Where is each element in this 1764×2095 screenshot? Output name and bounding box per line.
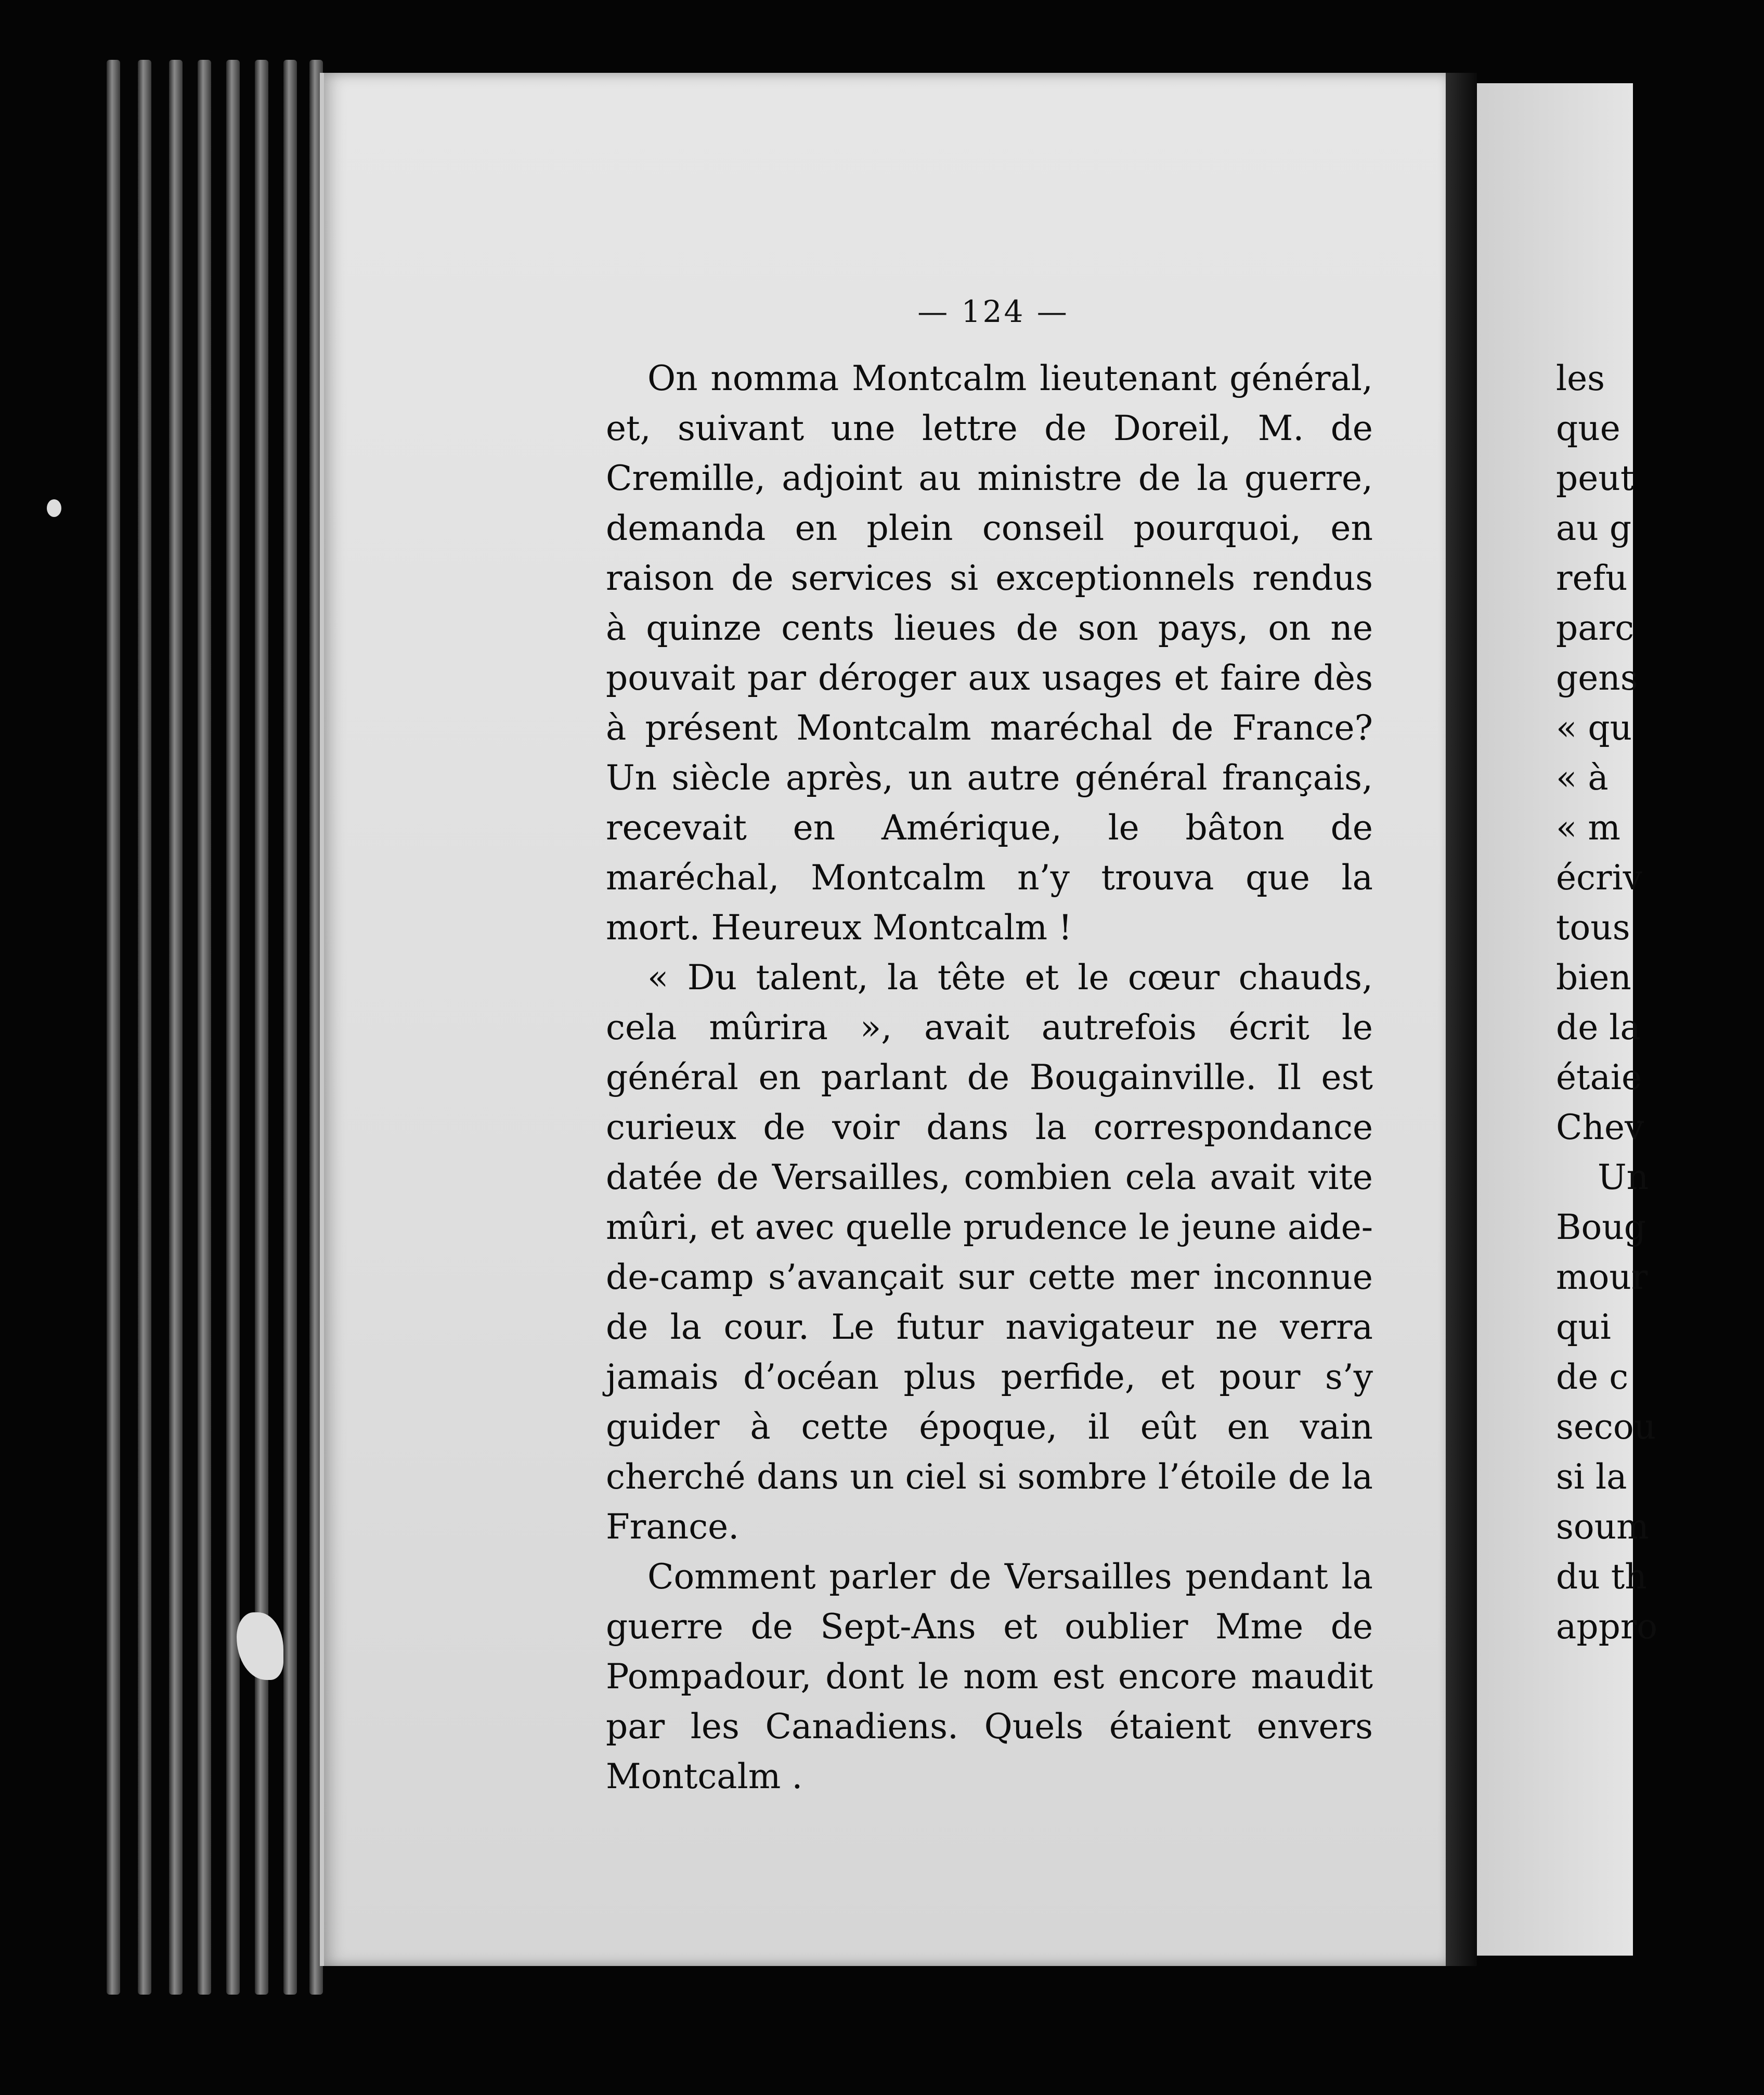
- right-line: appro: [1556, 1607, 1658, 1647]
- right-line: qui: [1556, 1307, 1611, 1347]
- right-line: de c: [1556, 1357, 1629, 1397]
- right-line: du th: [1556, 1557, 1647, 1597]
- right-line: « qu: [1556, 708, 1632, 748]
- right-line: si la: [1556, 1457, 1627, 1497]
- right-line: secou: [1556, 1407, 1656, 1447]
- right-line: de la: [1556, 1007, 1641, 1048]
- right-line: gens: [1556, 658, 1638, 698]
- right-line: que: [1556, 408, 1620, 448]
- right-line: au g: [1556, 508, 1632, 548]
- right-line: tous: [1556, 908, 1630, 948]
- right-line: mour: [1556, 1257, 1648, 1297]
- right-line: étaie: [1556, 1057, 1642, 1097]
- right-line: peut: [1556, 458, 1635, 498]
- paragraph: « Du talent, la tête et le cœur chauds, cela mûrira », avait autrefois écrit le général en parlant de Bougainville. Il est curieux de voir dans la correspondance datée de Versailles, combien cela avait vite mûri, et avec quelle prudence le jeune aide-de-camp s’avançait sur cette mer inconnue de la cour. Le futur navigateur ne verra jamais d’océan plus perfide, et pour s’y guider à cette époque, il eût en vain cherché dans un ciel si sombre l’étoile de la France.: [606, 958, 1373, 1547]
- right-line: les: [1556, 358, 1605, 398]
- paragraph: Comment parler de Versailles pendant la guerre de Sept-Ans et oublier Mme de Pompadour, dont le nom est encore maudit par les Canadiens. Quels étaient envers Montcalm .: [606, 1557, 1373, 1796]
- right-line: parc: [1556, 608, 1635, 648]
- book-gutter: [1446, 73, 1477, 1966]
- paper-speck: [47, 499, 61, 517]
- right-line: Un: [1598, 1157, 1649, 1197]
- right-line: « à: [1556, 758, 1609, 798]
- right-line: Boug: [1556, 1207, 1646, 1247]
- page-edges: [101, 60, 330, 1995]
- right-line: bien: [1556, 958, 1631, 998]
- right-line: soum: [1556, 1507, 1649, 1547]
- right-line: écriv: [1556, 858, 1642, 898]
- body-text: [606, 354, 1373, 1802]
- paragraph: On nomma Montcalm lieutenant général, et, suivant une lettre de Doreil, M. de Cremille, adjoint au ministre de la guerre, demanda en plein conseil pourquoi, en raison de services si exceptionnels rendus à quinze cents lieues de son pays, on ne pouvait par déroger aux usages et faire dès à présent Montcalm maréchal de France? Un siècle après, un autre général français, recevait en Amérique, le bâton de maréchal, Montcalm n’y trouva que la mort. Heureux Montcalm !: [606, 358, 1373, 948]
- right-page-text: [1556, 354, 1764, 1652]
- right-line: refu: [1556, 558, 1628, 598]
- right-line: « m: [1556, 808, 1620, 848]
- right-line: Chev: [1556, 1107, 1644, 1147]
- page-number: — 124 —: [917, 294, 1069, 329]
